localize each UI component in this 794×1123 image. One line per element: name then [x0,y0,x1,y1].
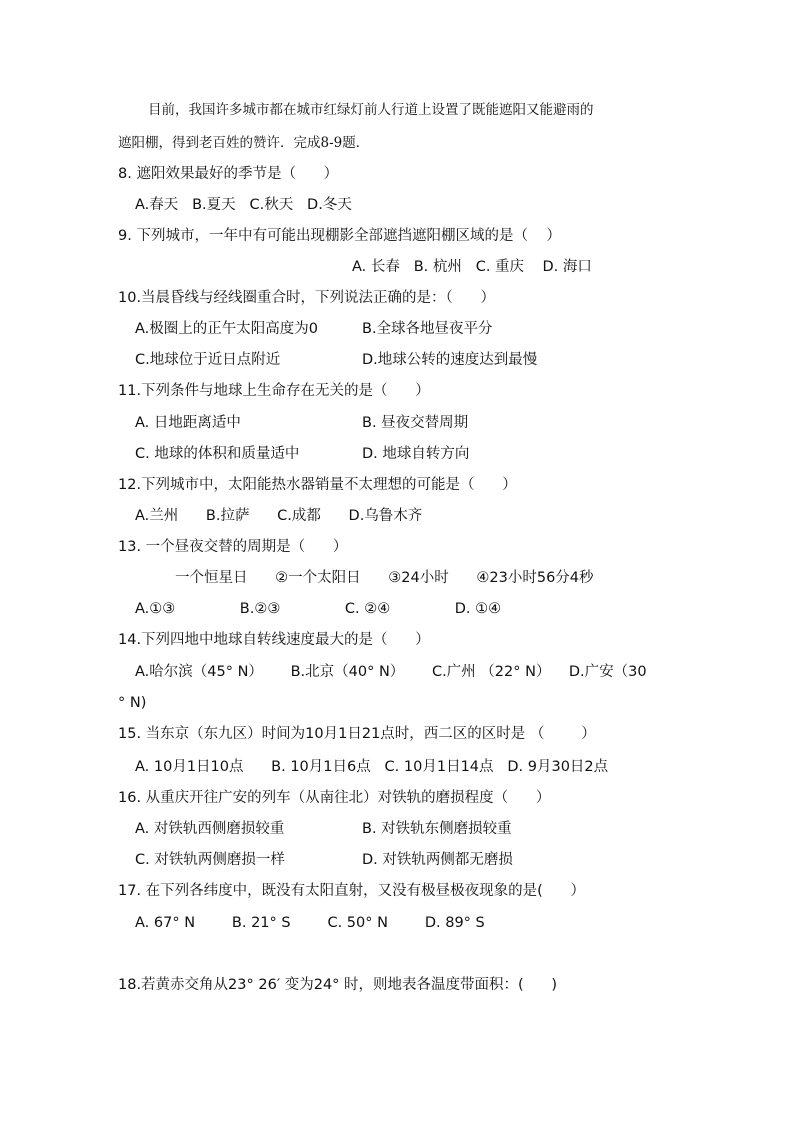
question-16-option-a: A. 对铁轨西侧磨损较重 [135,821,285,837]
question-11-stem: 11.下列条件与地球上生命存在无关的是（ ） [118,383,430,399]
passage-line-1: 目前，我国许多城市都在城市红绿灯前人行道上设置了既能遮阳又能避雨的 [148,102,594,118]
question-14-options-line-1: A.哈尔滨（45° N） B.北京（40° N） C.广州 （22° N） D.广安（30 [135,664,647,680]
question-9-stem: 9. 下列城市，一年中有可能出现棚影全部遮挡遮阳棚区域的是（ ） [118,228,561,244]
question-11-option-a: A. 日地距离适中 [135,415,241,431]
question-11-option-b: B. 昼夜交替周期 [362,415,469,431]
question-10-option-c: C.地球位于近日点附近 [135,352,281,368]
question-11-option-c: C. 地球的体积和质量适中 [135,446,300,462]
question-18-stem: 18.若黄赤交角从23° 26′ 变为24° 时，则地表各温度带面积：( ) [118,977,557,993]
question-9-options: A. 长春 B. 杭州 C. 重庆 D. 海口 [352,259,592,275]
question-10-option-a: A.极圈上的正午太阳高度为0 [135,321,318,337]
question-13-stem: 13. 一个昼夜交替的周期是（ ） [118,539,348,555]
question-11-option-d: D. 地球自转方向 [362,446,470,462]
question-13-choices: 一个恒星日 ②一个太阳日 ③24小时 ④23小时56分4秒 [175,570,594,586]
question-14-options-line-2: ° N) [118,695,147,711]
question-12-options: A.兰州 B.拉萨 C.成都 D.乌鲁木齐 [135,508,423,524]
question-12-stem: 12.下列城市中，太阳能热水器销量不太理想的可能是（ ） [118,477,517,493]
passage-line-2: 遮阳棚，得到老百姓的赞许．完成8-9题． [118,135,370,151]
question-8-options: A.春天 B.夏天 C.秋天 D.冬天 [135,197,352,213]
question-8-stem: 8. 遮阳效果最好的季节是（ ） [118,166,339,182]
question-17-stem: 17. 在下列各纬度中，既没有太阳直射，又没有极昼极夜现象的是( ） [118,883,585,899]
question-10-option-d: D.地球公转的速度达到最慢 [362,352,538,368]
question-16-option-b: B. 对铁轨东侧磨损较重 [362,821,512,837]
question-16-stem: 16. 从重庆开往广安的列车（从南往北）对铁轨的磨损程度（ ） [118,790,551,806]
question-14-stem: 14.下列四地中地球自转线速度最大的是（ ） [118,632,430,648]
question-17-options: A. 67° N B. 21° S C. 50° N D. 89° S [135,915,485,931]
question-13-options: A.①③ B.②③ C. ②④ D. ①④ [135,601,502,617]
question-10-option-b: B.全球各地昼夜平分 [362,321,493,337]
question-15-options: A. 10月1日10点 B. 10月1日6点 C. 10月1日14点 D. 9月30日2点 [135,759,609,775]
question-16-option-c: C. 对铁轨两侧磨损一样 [135,852,285,868]
question-10-stem: 10.当晨昏线与经线圈重合时，下列说法正确的是：（ ） [118,290,495,306]
question-15-stem: 15. 当东京（东九区）时间为10月1日21点时，西二区的区时是 （ ） [118,726,596,742]
question-16-option-d: D. 对铁轨两侧都无磨损 [362,852,513,868]
